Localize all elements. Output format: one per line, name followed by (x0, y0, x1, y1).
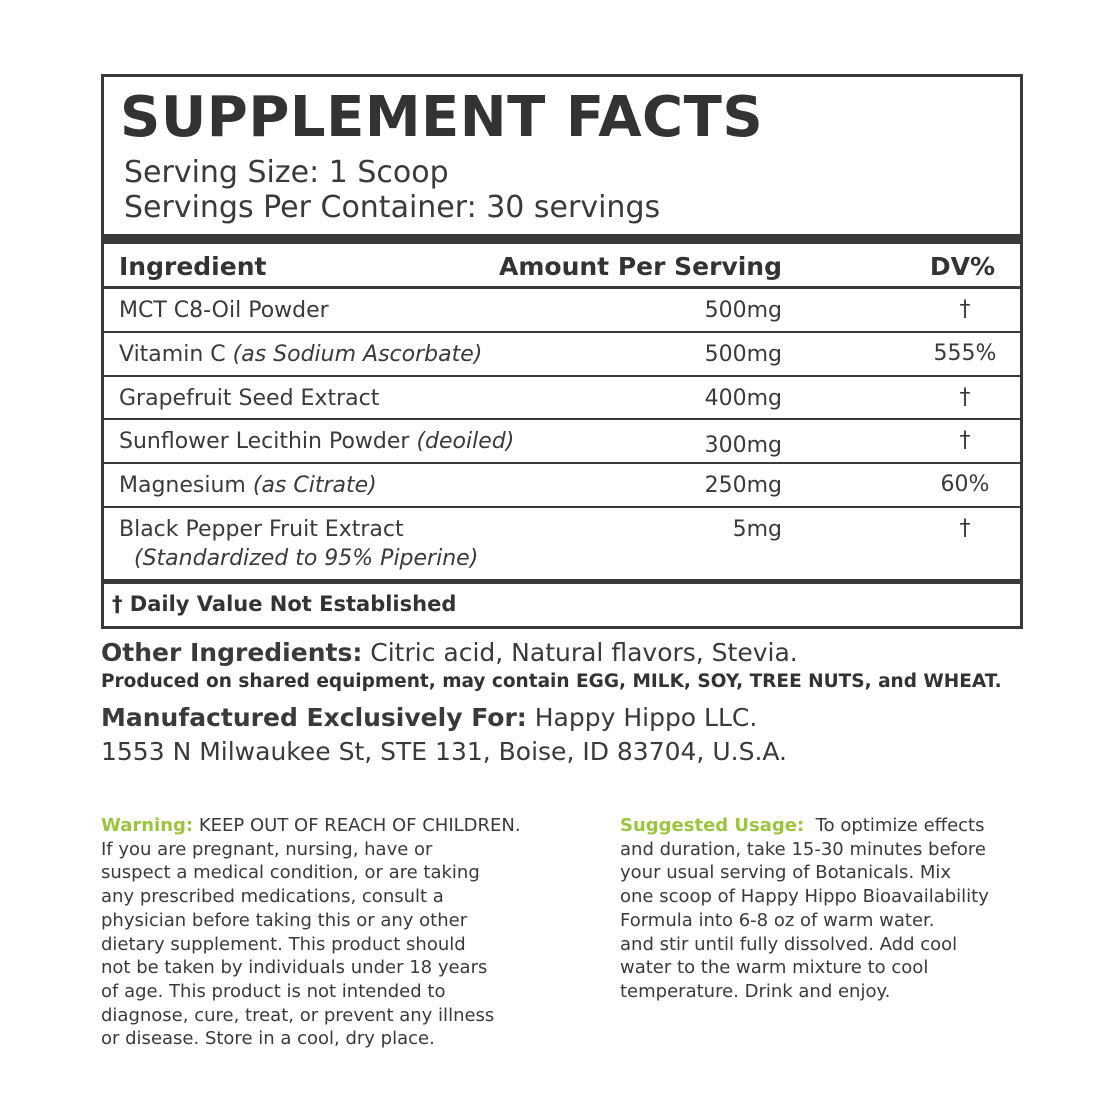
usage-line: Formula into 6-8 oz of warm water. (620, 909, 935, 931)
servings-per-container: Servings Per Container: 30 servings (124, 190, 661, 225)
usage-line: To optimize effects (804, 815, 985, 836)
warning-line: diagnose, cure, treat, or prevent any illness (101, 1004, 495, 1026)
usage-line: and duration, take 15-30 minutes before (620, 838, 986, 860)
usage-label: Suggested Usage: (620, 815, 805, 836)
warning-block (101, 814, 541, 1051)
warning-line: suspect a medical condition, or are taking (101, 862, 480, 884)
usage-line: water to the warm mixture to cool (620, 957, 929, 979)
warning-line: or disease. Store in a cool, dry place. (101, 1028, 435, 1050)
bottom-divider (104, 579, 1020, 584)
warning-line: KEEP OUT OF REACH OF CHILDREN. (193, 815, 521, 836)
serving-size: Serving Size: 1 Scoop (124, 155, 449, 190)
warning-label: Warning: (101, 815, 194, 836)
table-header (104, 244, 1020, 289)
manufacturer-address: 1553 N Milwaukee St, STE 131, Boise, ID 83704, U.S.A. (101, 737, 787, 766)
ingredient-dv: 555% (933, 341, 997, 366)
manufacturer: Manufactured Exclusively For: Happy Hippo LLC. (101, 703, 758, 732)
ingredient-dv: 60% (940, 472, 990, 497)
ingredient-dv: † (959, 516, 971, 541)
table-row (104, 420, 1020, 464)
usage-line: temperature. Drink and enjoy. (620, 980, 891, 1002)
warning-line: any prescribed medications, consult a (101, 886, 444, 908)
ingredient-amount: 5mg (732, 517, 782, 542)
ingredient-name: Sunflower Lecithin Powder (deoiled) (119, 429, 515, 454)
panel-title: SUPPLEMENT FACTS (120, 85, 764, 150)
ingredient-subtext: (Standardized to 95% Piperine) (134, 546, 479, 571)
warning-line: physician before taking this or any other (101, 909, 468, 931)
usage-line: and stir until fully dissolved. Add cool (620, 933, 958, 955)
warning-line: not be taken by individuals under 18 years (101, 957, 488, 979)
column-header-ingredient: Ingredient (119, 252, 267, 281)
daily-value-footnote: † Daily Value Not Established (112, 592, 457, 616)
ingredient-dv: † (959, 428, 971, 453)
usage-line: one scoop of Happy Hippo Bioavailability (620, 886, 989, 908)
usage-line: your usual serving of Botanicals. Mix (620, 862, 952, 884)
ingredient-amount: 500mg (704, 342, 782, 367)
suggested-usage-block (620, 814, 1040, 1004)
thick-divider (104, 234, 1020, 244)
ingredient-name: Vitamin C (as Sodium Ascorbate) (119, 342, 483, 367)
table-row (104, 464, 1020, 508)
table-row (104, 377, 1020, 420)
ingredient-amount: 500mg (704, 298, 782, 323)
column-header-dv: DV% (929, 252, 995, 281)
table-row (104, 333, 1020, 377)
ingredient-dv: † (959, 297, 971, 322)
warning-line: of age. This product is not intended to (101, 980, 446, 1002)
table-row (104, 508, 1020, 579)
warning-line: If you are pregnant, nursing, have or (101, 838, 433, 860)
column-header-amount: Amount Per Serving (499, 252, 782, 281)
warning-line: dietary supplement. This product should (101, 933, 466, 955)
ingredient-amount: 250mg (704, 473, 782, 498)
ingredient-name: MCT C8-Oil Powder (119, 298, 329, 323)
supplement-facts-panel (101, 74, 1023, 629)
ingredient-amount: 300mg (704, 433, 782, 458)
table-row (104, 289, 1020, 333)
ingredient-name: Magnesium (as Citrate) (119, 473, 377, 498)
ingredient-amount: 400mg (704, 386, 782, 411)
other-ingredients: Other Ingredients: Citric acid, Natural flavors, Stevia. (101, 638, 798, 667)
ingredient-name: Black Pepper Fruit Extract (119, 517, 404, 542)
ingredient-name: Grapefruit Seed Extract (119, 386, 380, 411)
ingredient-dv: † (959, 385, 971, 410)
allergen-statement: Produced on shared equipment, may contain EGG, MILK, SOY, TREE NUTS, and WHEAT. (101, 671, 1002, 692)
